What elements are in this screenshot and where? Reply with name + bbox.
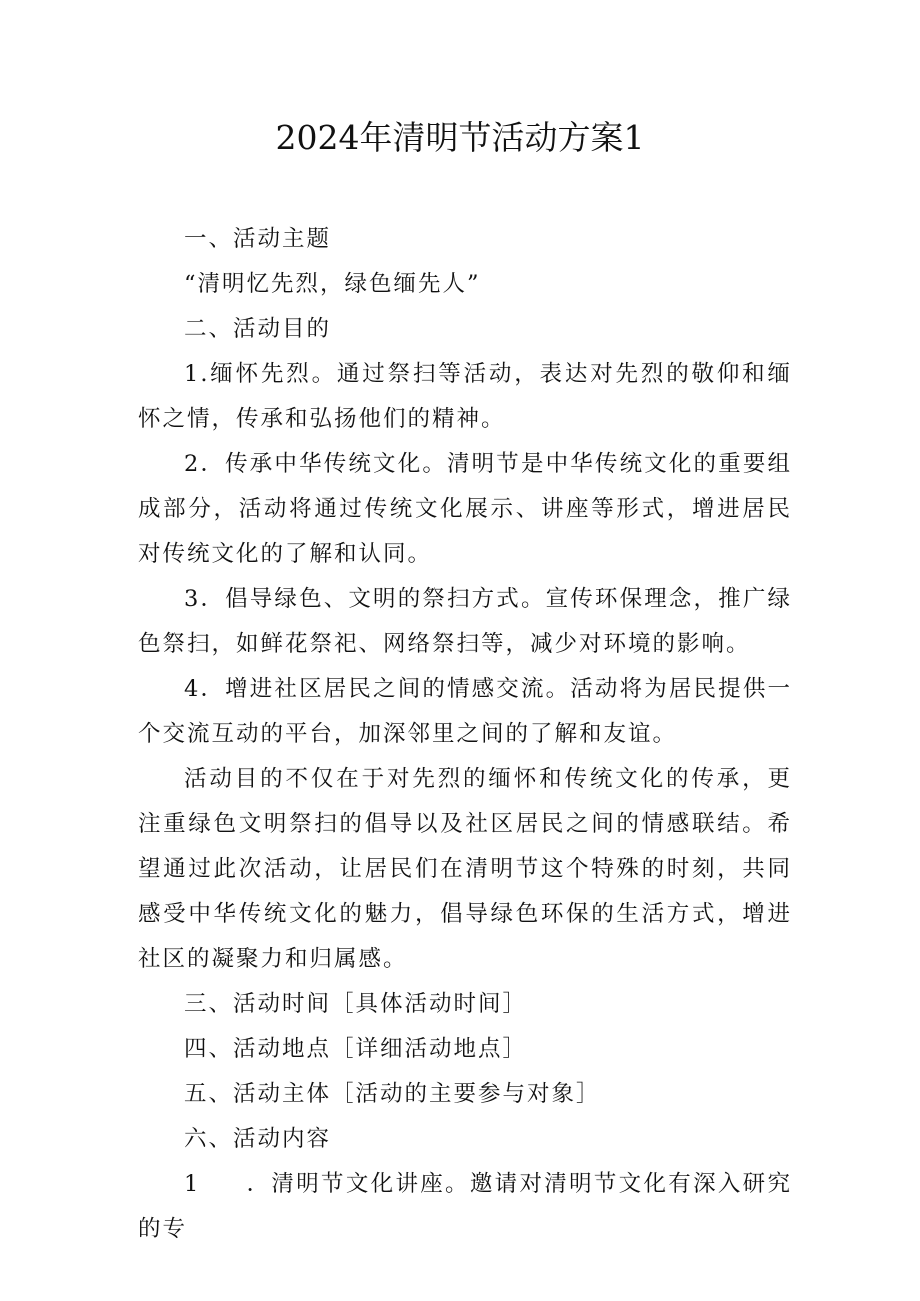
purpose-item-1: 1.缅怀先烈。通过祭扫等活动，表达对先烈的敬仰和缅怀之情，传承和弘扬他们的精神。: [138, 361, 792, 432]
content-item-1-number: 1: [184, 1171, 201, 1197]
section-heading-purpose: 二、活动目的: [184, 316, 332, 342]
purpose-summary: 活动目的不仅在于对先烈的缅怀和传统文化的传承，更注重绿色文明祭扫的倡导以及社区居民之间的情感联结。希望通过此次活动，让居民们在清明节这个特殊的时刻，共同感受中华传统文化的魅力，倡导绿色环保的生活方式，增进社区的凝聚力和归属感。: [138, 766, 792, 972]
section-heading-participants: 五、活动主体［活动的主要参与对象］: [184, 1081, 601, 1107]
purpose-item-4: 4．增进社区居民之间的情感交流。活动将为居民提供一个交流互动的平台，加深邻里之间的了解和友谊。: [138, 676, 792, 747]
section-heading-theme: 一、活动主题: [184, 226, 332, 252]
content-item-1-text: ．清明节文化讲座。邀请对清明节文化有深入研究的专: [138, 1171, 792, 1242]
purpose-item-3: 3．倡导绿色、文明的祭扫方式。宣传环保理念，推广绿色祭扫，如鲜花祭祀、网络祭扫等，减少对环境的影响。: [138, 586, 792, 657]
theme-slogan: “清明忆先烈，绿色缅先人”: [184, 271, 481, 297]
section-heading-time: 三、活动时间［具体活动时间］: [184, 991, 528, 1017]
document-title: 2024年清明节活动方案1: [275, 118, 645, 157]
section-heading-location: 四、活动地点［详细活动地点］: [184, 1036, 528, 1062]
section-heading-content: 六、活动内容: [184, 1126, 332, 1152]
document-body: [138, 217, 792, 1252]
content-item-1: [138, 1162, 792, 1252]
purpose-item-2: 2．传承中华传统文化。清明节是中华传统文化的重要组成部分，活动将通过传统文化展示、讲座等形式，增进居民对传统文化的了解和认同。: [138, 451, 792, 567]
